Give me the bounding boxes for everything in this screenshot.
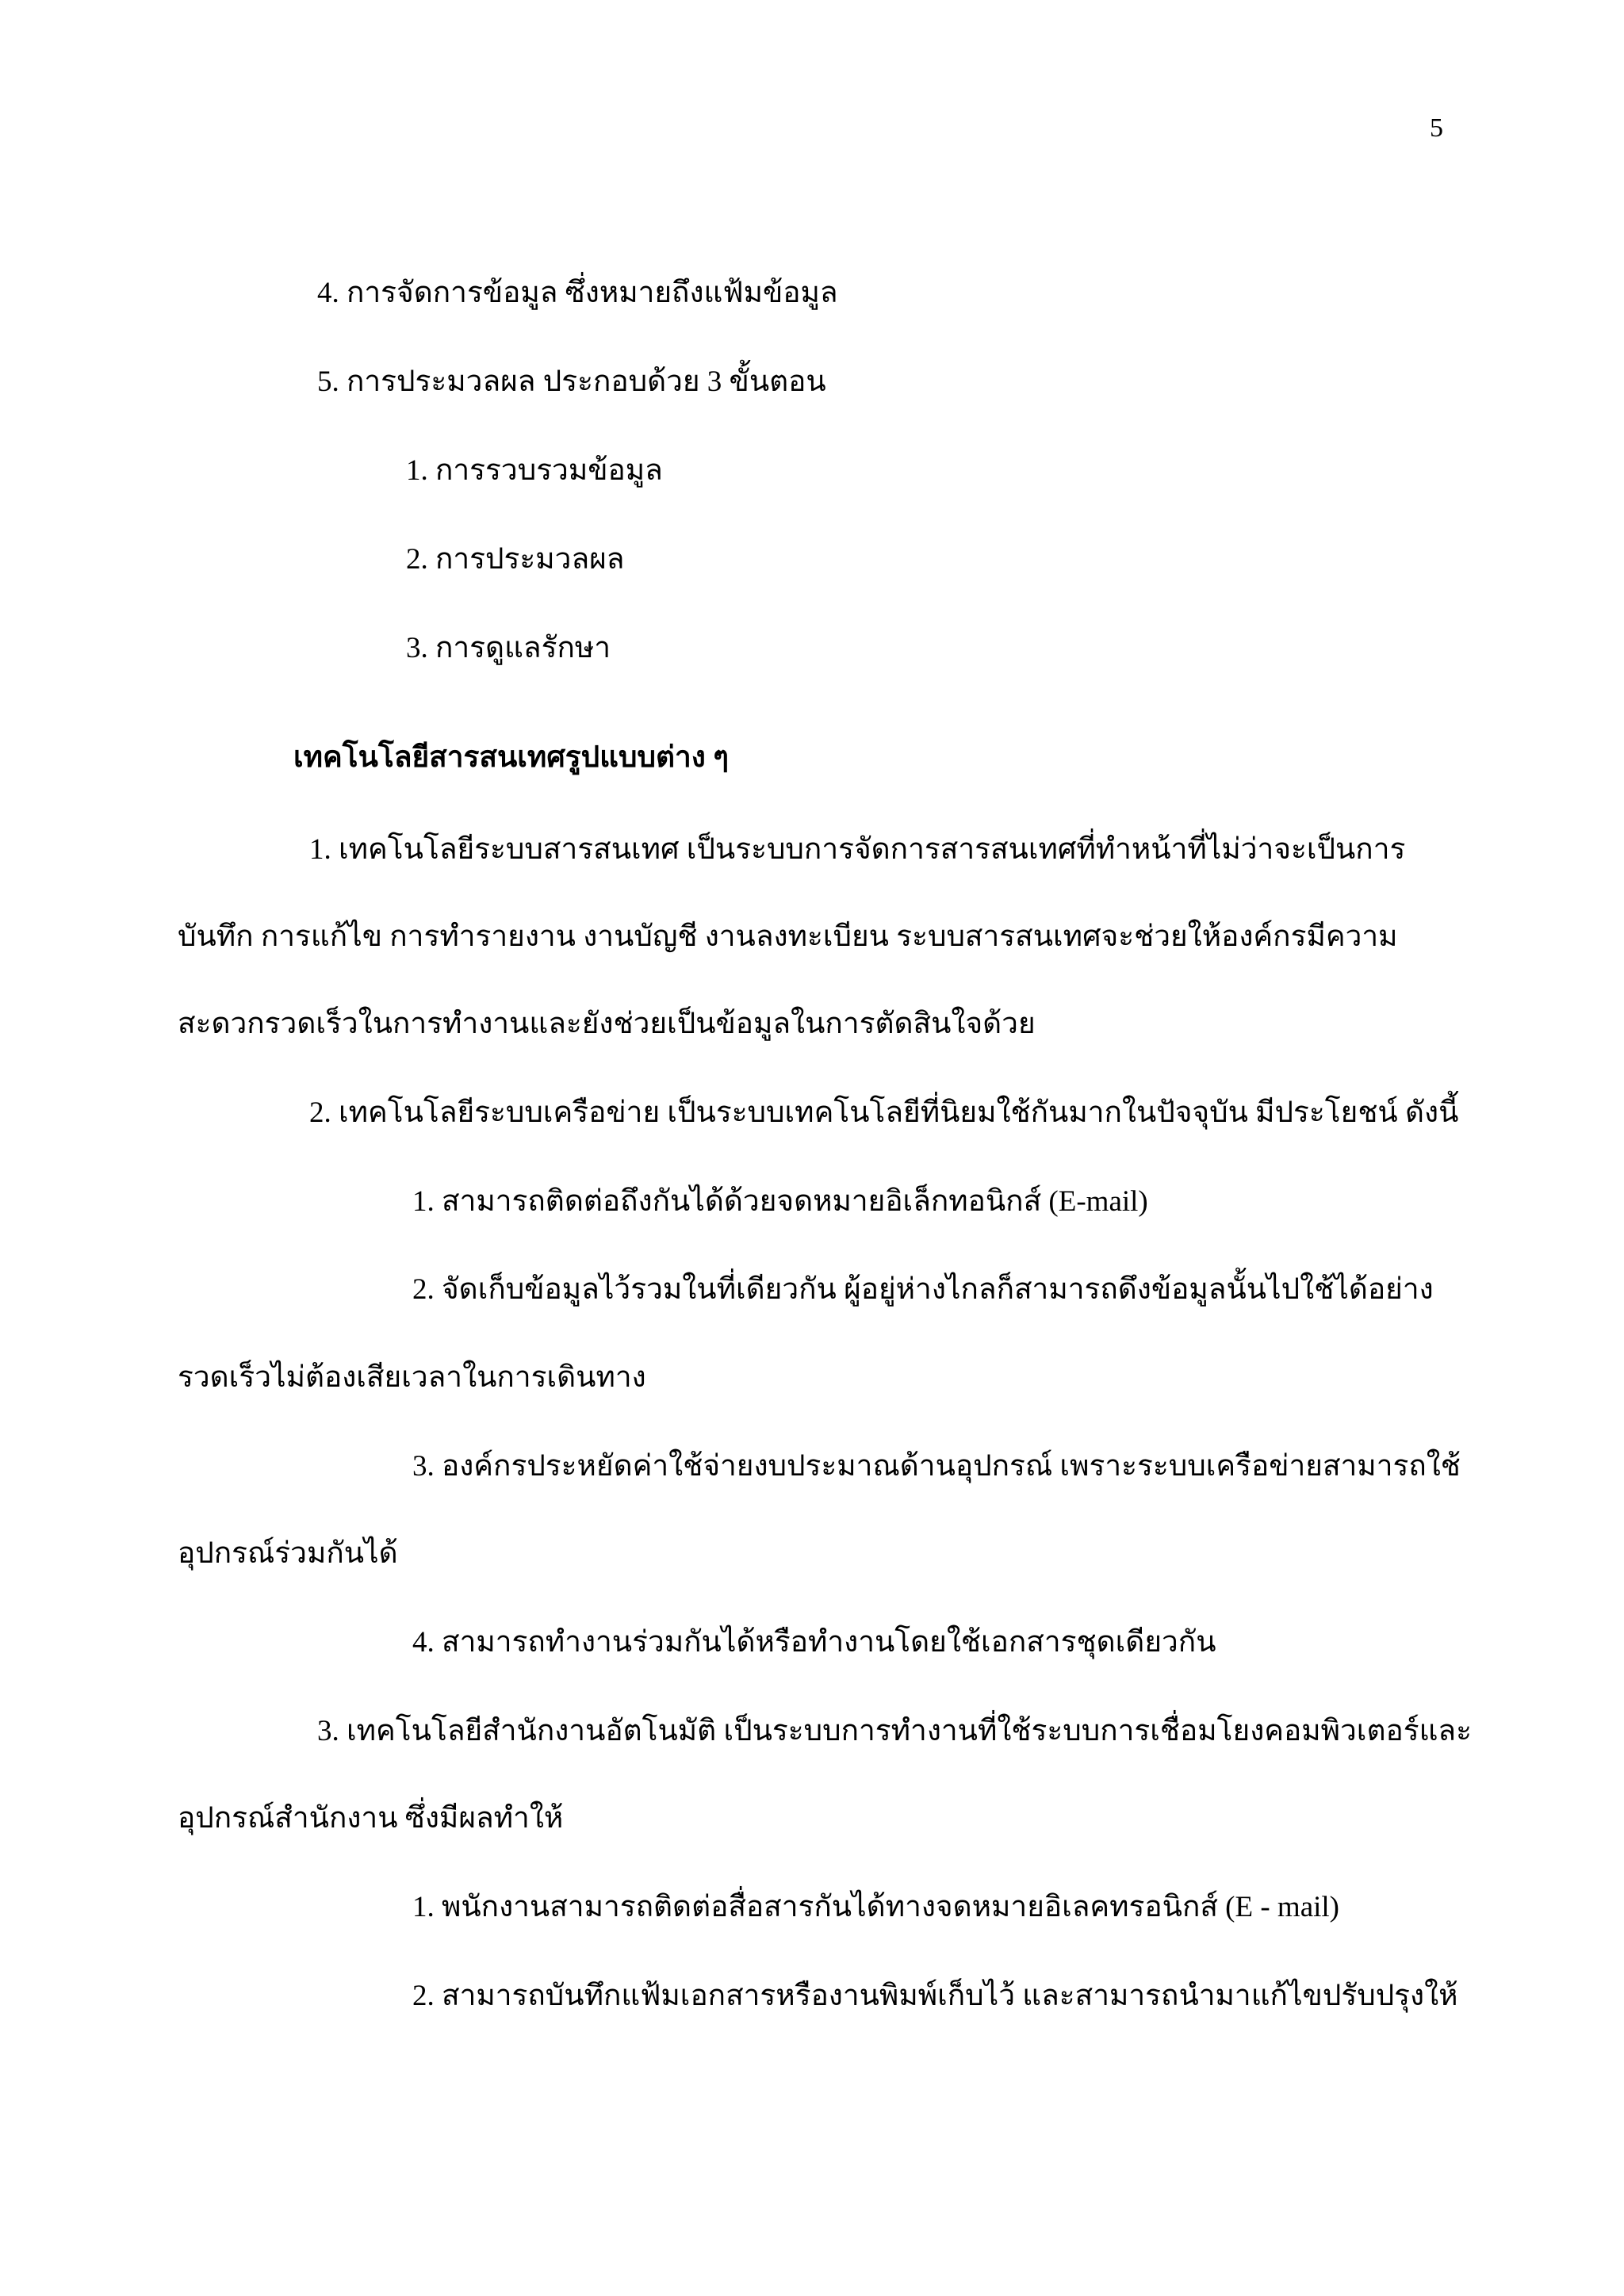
paragraph-office-automation-line-1: 3. เทคโนโลยีสำนักงานอัตโนมัติ เป็นระบบการทำงานที่ใช้ระบบการเชื่อมโยงคอมพิวเตอร์และ	[317, 1715, 1472, 1747]
sub-item-processing: 2. การประมวลผล	[406, 543, 625, 576]
network-benefit-3-line-1: 3. องค์กรประหยัดค่าใช้จ่ายงบประมาณด้านอุปกรณ์ เพราะระบบเครือข่ายสามารถใช้	[412, 1450, 1461, 1483]
paragraph-information-system-line-2: บันทึก การแก้ไข การทำรายงาน งานบัญชี งานลงทะเบียน ระบบสารสนเทศจะช่วยให้องค์กรมีความ	[178, 920, 1398, 953]
office-benefit-1: 1. พนักงานสามารถติดต่อสื่อสารกันได้ทางจดหมายอิเลคทรอนิกส์ (E - mail)	[412, 1891, 1340, 1923]
sub-item-maintenance: 3. การดูแลรักษา	[406, 632, 611, 664]
section-heading: เทคโนโลยีสารสนเทศรูปแบบต่าง ๆ	[293, 741, 729, 774]
network-benefit-2-line-2: รวดเร็วไม่ต้องเสียเวลาในการเดินทาง	[178, 1361, 646, 1394]
office-benefit-2: 2. สามารถบันทึกแฟ้มเอกสารหรืองานพิมพ์เก็บไว้ และสามารถนำมาแก้ไขปรับปรุงให้	[412, 1980, 1458, 2012]
network-benefit-1: 1. สามารถติดต่อถึงกันได้ด้วยจดหมายอิเล็กทอนิกส์ (E-mail)	[412, 1185, 1148, 1218]
paragraph-information-system-line-3: สะดวกรวดเร็วในการทำงานและยังช่วยเป็นข้อมูลในการตัดสินใจด้วย	[178, 1008, 1036, 1040]
network-benefit-2-line-1: 2. จัดเก็บข้อมูลไว้รวมในที่เดียวกัน ผู้อยู่ห่างไกลก็สามารถดึงข้อมูลนั้นไปใช้ได้อย่าง	[412, 1273, 1434, 1306]
paragraph-network-line-1: 2. เทคโนโลยีระบบเครือข่าย เป็นระบบเทคโนโลยีที่นิยมใช้กันมากในปัจจุบัน มีประโยชน์ ดังนี้	[309, 1096, 1459, 1129]
network-benefit-3-line-2: อุปกรณ์ร่วมกันได้	[178, 1537, 398, 1570]
page-number: 5	[1430, 113, 1443, 143]
list-item-data-management: 4. การจัดการข้อมูล ซึ่งหมายถึงแฟ้มข้อมูล	[317, 277, 838, 309]
paragraph-office-automation-line-2: อุปกรณ์สำนักงาน ซึ่งมีผลทำให้	[178, 1802, 564, 1835]
list-item-processing: 5. การประมวลผล ประกอบด้วย 3 ขั้นตอน	[317, 365, 826, 398]
network-benefit-4: 4. สามารถทำงานร่วมกันได้หรือทำงานโดยใช้เอกสารชุดเดียวกัน	[412, 1626, 1216, 1659]
sub-item-data-collection: 1. การรวบรวมข้อมูล	[406, 454, 663, 487]
paragraph-information-system-line-1: 1. เทคโนโลยีระบบสารสนเทศ เป็นระบบการจัดการสารสนเทศที่ทำหน้าที่ไม่ว่าจะเป็นการ	[309, 833, 1406, 866]
